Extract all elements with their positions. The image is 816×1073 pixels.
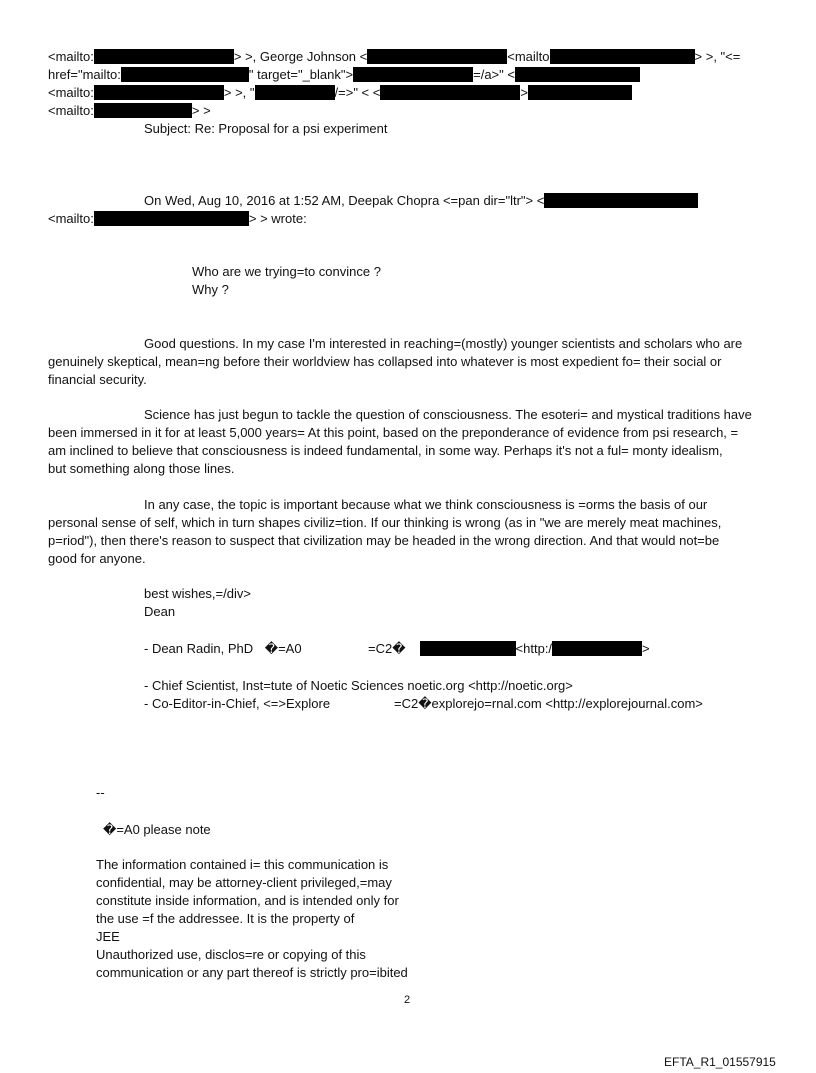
signature-chief-scientist: - Chief Scientist, Inst=tute of Noetic Sciences noetic.org <http://noetic.org> xyxy=(144,678,573,693)
paragraph-2-line-1: Science has just begun to tackle the question of consciousness. The esoteri= and mystical traditions have xyxy=(144,407,752,422)
subject-line: Subject: Re: Proposal for a psi experiment xyxy=(144,121,388,136)
text: > >, George Johnson < xyxy=(233,49,368,64)
text: " target="_blank"> xyxy=(248,67,354,82)
header-line-4 xyxy=(48,102,211,120)
text: - Dean Radin, PhD xyxy=(144,641,254,656)
redaction xyxy=(94,103,192,118)
text: <http:/ xyxy=(515,641,553,656)
paragraph-1-line-1: Good questions. In my case I'm interested in reaching=(mostly) younger scientists and scholars who are xyxy=(144,336,743,351)
paragraph-1-line-2: genuinely skeptical, mean=ng before their worldview has collapsed into whatever is most expedient fo= their social or xyxy=(48,354,722,369)
text: > > wrote: xyxy=(248,211,307,226)
question-line-1: Who are we trying=to convince ? xyxy=(192,264,381,279)
redaction xyxy=(121,67,249,82)
paragraph-3-line-2: personal sense of self, which in turn shapes civiliz=tion. If our thinking is wrong (as in "we are merely meat machines, xyxy=(48,515,722,530)
text: > xyxy=(642,641,650,656)
header-line-3 xyxy=(48,84,632,102)
disclaimer-line-7: communication or any part thereof is strictly pro=ibited xyxy=(96,965,408,980)
signature-title-line xyxy=(144,640,302,658)
text: <mailto: xyxy=(48,85,94,100)
text: <mailto xyxy=(507,49,550,64)
redaction xyxy=(94,85,224,100)
header-line-1 xyxy=(48,48,740,66)
text: > >, " xyxy=(223,85,255,100)
text: /=>" < < xyxy=(334,85,381,100)
text: > xyxy=(520,85,528,100)
disclaimer-line-6: Unauthorized use, disclos=re or copying of this xyxy=(96,947,366,962)
signature-coeditor-continued: =C2�explorejo=rnal.com <http://explorejournal.com> xyxy=(394,696,703,711)
redaction xyxy=(528,85,632,100)
paragraph-2-line-4: but something along those lines. xyxy=(48,461,235,476)
disclaimer-line-1: The information contained i= this communication is xyxy=(96,857,389,872)
disclaimer-line-3: constitute inside information, and is intended only for xyxy=(96,893,399,908)
disclaimer-line-4: the use =f the addressee. It is the property of xyxy=(96,911,355,926)
signature-title-line-continued xyxy=(368,640,650,658)
paragraph-3-line-4: good for anyone. xyxy=(48,551,146,566)
text: - Co-Editor-in-Chief, <=>Explore xyxy=(144,696,331,711)
redaction xyxy=(255,85,335,100)
redaction xyxy=(94,211,249,226)
text: <mailto: xyxy=(48,49,94,64)
redaction xyxy=(353,67,473,82)
footer-dashes: -- xyxy=(96,785,105,800)
redaction xyxy=(367,49,507,64)
text: > > xyxy=(191,103,211,118)
text: =C2� xyxy=(368,641,406,656)
paragraph-2-line-2: been immersed in it for at least 5,000 years= At this point, based on the preponderance of evidence from psi research, = xyxy=(48,425,739,440)
text: <mailto: xyxy=(48,103,94,118)
disclaimer-line-2: confidential, may be attorney-client privileged,=may xyxy=(96,875,392,890)
text: <mailto: xyxy=(48,211,94,226)
text: �=A0 xyxy=(264,641,302,656)
page-number: 2 xyxy=(404,994,411,1006)
redaction xyxy=(550,49,695,64)
text: =/a>" < xyxy=(473,67,515,82)
question-line-2: Why ? xyxy=(192,282,229,297)
footer-please-note: �=A0 please note xyxy=(103,822,211,837)
redaction xyxy=(515,67,640,82)
text: On Wed, Aug 10, 2016 at 1:52 AM, Deepak Chopra <=pan dir="ltr"> < xyxy=(144,193,545,208)
redaction xyxy=(380,85,520,100)
signature-wishes: best wishes,=/div> xyxy=(144,586,251,601)
quote-intro-line-1 xyxy=(144,192,698,210)
header-line-2 xyxy=(48,66,640,84)
redaction xyxy=(94,49,234,64)
paragraph-3-line-1: In any case, the topic is important because what we think consciousness is =orms the basis of our xyxy=(144,497,708,512)
redaction xyxy=(420,641,516,656)
text: > >, "<= xyxy=(694,49,741,64)
quote-intro-line-2 xyxy=(48,210,307,228)
disclaimer-line-5: JEE xyxy=(96,929,120,944)
signature-coeditor xyxy=(144,695,330,713)
signature-name: Dean xyxy=(144,604,176,619)
redaction xyxy=(544,193,698,208)
paragraph-1-line-3: financial security. xyxy=(48,372,147,387)
paragraph-3-line-3: p=riod"), then there's reason to suspect that civilization may be headed in the wrong direction. And that would not=be xyxy=(48,533,720,548)
text: href="mailto: xyxy=(48,67,121,82)
redaction xyxy=(552,641,642,656)
paragraph-2-line-3: am inclined to believe that consciousness is indeed fundamental, in some way. Perhaps it's not a ful= monty idealism, xyxy=(48,443,723,458)
document-id: EFTA_R1_01557915 xyxy=(664,1055,776,1069)
